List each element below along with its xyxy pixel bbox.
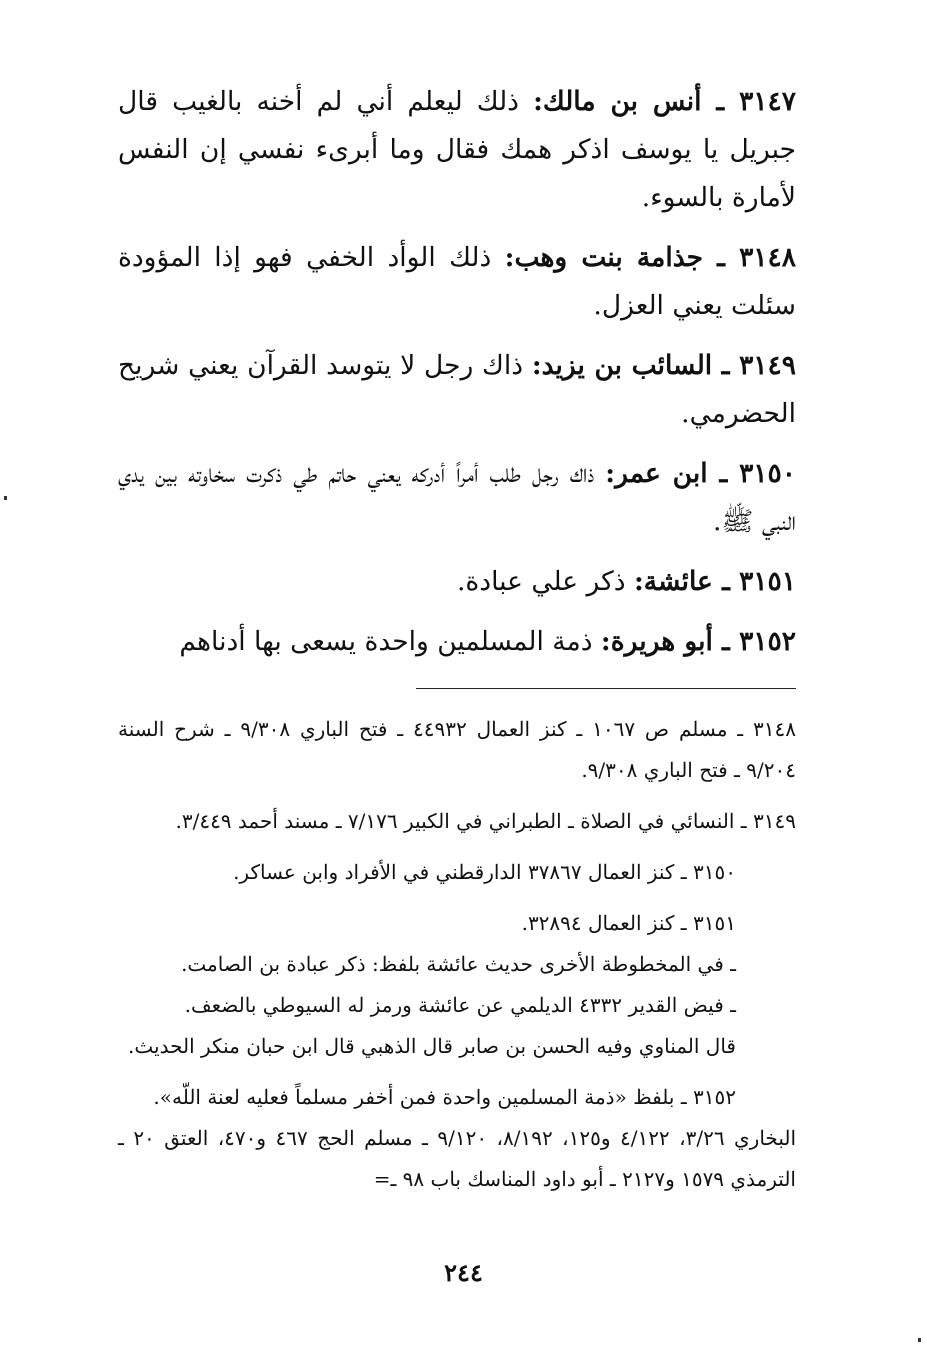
footnote: ـ فيض القدير ٤٣٣٢ الديلمي عن عائشة ورمز له السيوطي بالضعف. [184,993,736,1017]
scan-mark [4,496,7,500]
hadith-entry [118,78,796,222]
entry-text: ذاك رجل لا يتوسد القرآن يعني شريح الحضرمي. [118,350,796,429]
hadith-entry [118,618,796,666]
entry-text: ذكر علي عبادة. [456,566,634,597]
entry-heading: ٣١٥٠ ـ ابن عمر: [605,458,796,489]
page-body [118,78,796,1200]
entry-heading: ٣١٤٨ ـ جذامة بنت وهب: [504,242,796,273]
entry-text: ذمة المسلمين واحدة يسعى بها أدناهم [179,626,601,657]
footnote: ٣١٥٢ ـ بلفظ «ذمة المسلمين واحدة فمن أخفر مسلماً فعليه لعنة اللّه». [153,1085,736,1109]
main-text [118,78,796,666]
entry-text: ذاك رجل طلب أمراً أدركه يعني حاتم طي ذكرت سخاوته بين يدي النبي ﷺ. [118,458,796,537]
footnote: ٣١٥١ ـ كنز العمال ٣٢٨٩٤. [521,911,736,935]
entry-heading: ٣١٤٩ ـ السائب بن يزيد: [531,350,796,381]
entry-heading: ٣١٥١ ـ عائشة: [633,566,796,597]
hadith-entry [118,450,796,546]
hadith-entry [118,558,796,606]
page-number: ٢٤٤ [444,1258,483,1287]
footnotes [118,709,796,1200]
entry-text: ذلك الوأد الخفي فهو إذا المؤودة سئلت يعني العزل. [118,242,796,321]
footnote: قال المناوي وفيه الحسن بن صابر قال الذهبي قال ابن حبان منكر الحديث. [128,1034,736,1058]
hadith-entry [118,234,796,330]
footnote: البخاري ٣/٢٦، ٤/١٢٢ و١٢٥، ٨/١٩٢، ٩/١٢٠ ـ مسلم الحج ٤٦٧ و٤٧٠، العتق ٢٠ ـ الترمذي ١٥٧٩ و٢١٢٧ ـ أبو داود المناسك باب ٩٨ ـ= [118,1126,797,1191]
footnote: ٣١٤٩ ـ النسائي في الصلاة ـ الطبراني في الكبير ٧/١٧٦ ـ مسند أحمد ٣/٤٤٩. [175,809,796,833]
scan-mark [918,1338,921,1342]
footnote: ـ في المخطوطة الأخرى حديث عائشة بلفظ: ذكر عبادة بن الصامت. [181,952,736,976]
hadith-entry [118,342,796,438]
footnote: ٣١٥٠ ـ كنز العمال ٣٧٨٦٧ الدارقطني في الأفراد وابن عساكر. [233,860,736,884]
entry-text: ذلك ليعلم أني لم أخنه بالغيب قال جبريل يا يوسف اذكر همك فقال وما أبرىء نفسي إن النفس لأمارة بالسوء. [118,86,796,213]
entry-heading: ٣١٥٢ ـ أبو هريرة: [600,626,796,657]
footnote-separator [416,688,796,689]
entry-heading: ٣١٤٧ ـ أنس بن مالك: [533,86,796,117]
footnote: ٣١٤٨ ـ مسلم ص ١٠٦٧ ـ كنز العمال ٤٤٩٣٢ ـ فتح الباري ٩/٣٠٨ ـ شرح السنة ٩/٢٠٤ ـ فتح الباري ٩/٣٠٨. [118,717,796,782]
